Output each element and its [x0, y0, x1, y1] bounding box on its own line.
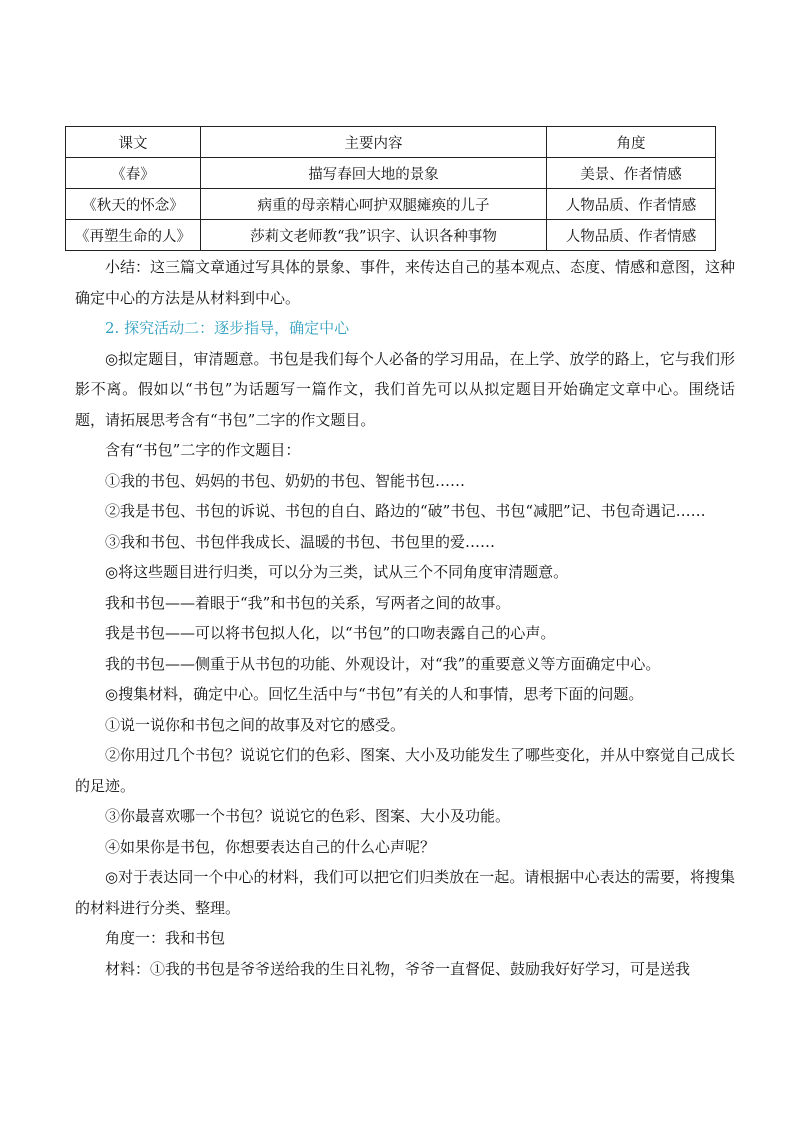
- paragraph: ②你用过几个书包？说说它们的色彩、图案、大小及功能发生了哪些变化，并从中察觉自己成长的足迹。: [75, 746, 736, 795]
- paragraph: ◎拟定题目，审清题意。书包是我们每个人必备的学习用品，在上学、放学的路上，它与我们形影不离。假如以“书包”为话题写一篇作文，我们首先可以从拟定题目开始确定文章中心。围绕话题，请拓展思考含有“书包”二字的作文题目。: [75, 349, 735, 429]
- table-cell: 《春》: [66, 158, 201, 189]
- table-cell: 人物品质、作者情感: [547, 220, 716, 251]
- section-heading: 2. 探究活动二：逐步指导，确定中心: [105, 319, 350, 337]
- table-cell: 人物品质、作者情感: [547, 189, 716, 220]
- paragraph: ◎搜集材料，确定中心。回忆生活中与“书包”有关的人和事情，思考下面的问题。: [105, 685, 644, 703]
- paragraph: ◎对于表达同一个中心的材料，我们可以把它们归类放在一起。请根据中心表达的需要，将搜集的材料进行分类、整理。: [75, 868, 735, 917]
- table-row: [66, 158, 716, 189]
- paragraph: ◎将这些题目进行归类，可以分为三类，试从三个不同角度审清题意。: [105, 563, 569, 581]
- paragraph: 材料：①我的书包是爷爷送给我的生日礼物，爷爷一直督促、鼓励我好好学习，可是送我: [105, 959, 691, 978]
- paragraph: ②我是书包、书包的诉说、书包的自白、路边的“破”书包、书包“减肥”记、书包奇遇记……: [105, 502, 706, 520]
- table-header-row: [66, 127, 716, 158]
- lesson-comparison-table: [65, 126, 716, 251]
- paragraph: ①说一说你和书包之间的故事及对它的感受。: [105, 715, 406, 734]
- paragraph: 我是书包——可以将书包拟人化，以“书包”的口吻表露自己的心声。: [105, 624, 556, 642]
- header-cell-lesson: 课文: [66, 127, 201, 158]
- table-cell: 《再塑生命的人》: [66, 220, 201, 251]
- paragraph: 我的书包——侧重于从书包的功能、外观设计，对“我”的重要意义等方面确定中心。: [105, 654, 661, 673]
- paragraph: ③我和书包、书包伴我成长、温暖的书包、书包里的爱……: [105, 532, 496, 551]
- table-cell: 《秋天的怀念》: [66, 189, 201, 220]
- paragraph: 含有“书包”二字的作文题目：: [105, 441, 301, 459]
- paragraph: ①我的书包、妈妈的书包、奶奶的书包、智能书包……: [105, 471, 466, 490]
- summary-paragraph: 小结：这三篇文章通过写具体的景象、事件，来传达自己的基本观点、态度、情感和意图，这种确定中心的方法是从材料到中心。: [75, 258, 736, 307]
- paragraph: 角度一：我和书包: [105, 929, 226, 947]
- table-cell: 病重的母亲精心呵护双腿瘫痪的儿子: [201, 189, 547, 220]
- body-text: [75, 252, 735, 984]
- header-cell-angle: 角度: [547, 127, 716, 158]
- table-cell: 描写春回大地的景象: [201, 158, 547, 189]
- table-row: [66, 220, 716, 251]
- paragraph: ③你最喜欢哪一个书包？说说它的色彩、图案、大小及功能。: [105, 807, 511, 825]
- paragraph: 我和书包——着眼于“我”和书包的关系，写两者之间的故事。: [105, 593, 511, 612]
- table-row: [66, 189, 716, 220]
- header-cell-content: 主要内容: [201, 127, 547, 158]
- table-cell: 美景、作者情感: [547, 158, 716, 189]
- paragraph: ④如果你是书包，你想要表达自己的什么心声呢？: [105, 837, 436, 856]
- table-cell: 莎莉文老师教“我”识字、认识各种事物: [201, 220, 547, 251]
